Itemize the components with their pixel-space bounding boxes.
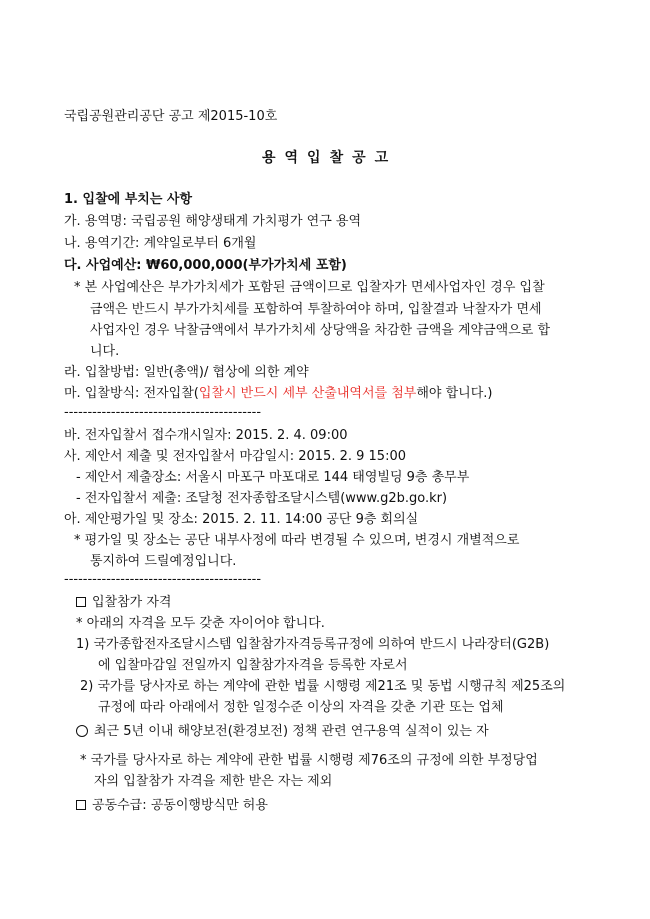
joint-contract-heading [76,798,268,814]
bid-type-prefix: 마. 입찰방식: 전자입찰( [64,386,199,401]
submission-deadline: 사. 제안서 제출 및 전자입찰서 마감일시: 2015. 2. 9 15:00 [64,449,406,464]
divider: ------------------------------------------ [64,405,262,420]
bid-method: 라. 입찰방법: 일반(총액)/ 협상에 의한 계약 [64,365,309,380]
performance-requirement [76,724,489,740]
qualification-item: 2) 국가를 당사자로 하는 계약에 관한 법률 시행령 제21조 및 동법 시행규칙 제25조의 [80,679,566,694]
bid-type-warning: 입찰시 반드시 세부 산출내역서를 첨부 [198,386,417,401]
qualification-item: 1) 국가종합전자조달시스템 입찰참가자격등록규정에 의하여 반드시 나라장터(G2B) [76,637,550,652]
evaluation-note-line: 통지하여 드릴예정입니다. [90,554,237,569]
service-name: 가. 용역명: 국립공원 해양생태계 가치평가 연구 용역 [64,214,362,229]
budget-note-line: 금액은 반드시 부가가치세를 포함하여 투찰하여야 하며, 입찰결과 낙찰자가 면세 [90,302,542,317]
qualification-heading [76,595,171,611]
divider: ------------------------------------------ [64,572,262,587]
submission-place: - 제안서 제출장소: 서울시 마포구 마포대로 144 태영빌딩 9층 총무부 [76,470,470,485]
qualification-item: 에 입찰마감일 전일까지 입찰참가자격을 등록한 자로서 [98,658,408,673]
qualification-heading-text: 입찰참가 자격 [92,595,172,610]
evaluation-date-place: 아. 제안평가일 및 장소: 2015. 2. 11. 14:00 공단 9층 회의실 [64,512,419,527]
checkbox-icon [76,597,86,607]
exclusion-note-line: 자의 입찰참가 자격을 제한 받은 자는 제외 [94,774,333,789]
checkbox-icon [76,800,86,810]
bid-type-suffix: 해야 합니다.) [416,386,493,401]
budget-note-line: 사업자인 경우 낙찰금액에서 부가가치세 상당액을 차감한 금액을 계약금액으로 합 [90,323,551,338]
ebid-start-date: 바. 전자입찰서 접수개시일자: 2015. 2. 4. 09:00 [64,428,348,443]
project-budget: 다. 사업예산: ₩60,000,000(부가가치세 포함) [64,258,347,273]
budget-note-line: * 본 사업예산은 부가가치세가 포함된 금액이므로 입찰자가 면세사업자인 경우 입찰 [74,280,545,295]
budget-note-line: 니다. [90,344,120,359]
service-period: 나. 용역기간: 계약일로부터 6개월 [64,236,257,251]
ebid-submission: - 전자입찰서 제출: 조달청 전자종합조달시스템(www.g2b.go.kr) [76,491,448,506]
notice-number: 국립공원관리공단 공고 제2015-10호 [64,109,278,124]
document-title: 용역입찰공고 [262,150,398,166]
qualification-intro: * 아래의 자격을 모두 갖춘 자이어야 합니다. [76,616,325,631]
performance-requirement-text: 최근 5년 이내 해양보전(환경보전) 정책 관련 연구용역 실적이 있는 자 [94,724,489,739]
qualification-item: 규정에 따라 아래에서 정한 일정수준 이상의 자격을 갖춘 기관 또는 업체 [98,700,504,715]
bid-type [64,386,492,402]
section-heading: 1. 입찰에 부치는 사항 [64,192,193,207]
exclusion-note-line: * 국가를 당사자로 하는 계약에 관한 법률 시행령 제76조의 규정에 의한 부정당업 [80,753,538,768]
joint-contract-text: 공동수급: 공동이행방식만 허용 [92,798,268,813]
evaluation-note-line: * 평가일 및 장소는 공단 내부사정에 따라 변경될 수 있으며, 변경시 개별적으로 [74,533,520,548]
circle-icon [76,725,88,737]
